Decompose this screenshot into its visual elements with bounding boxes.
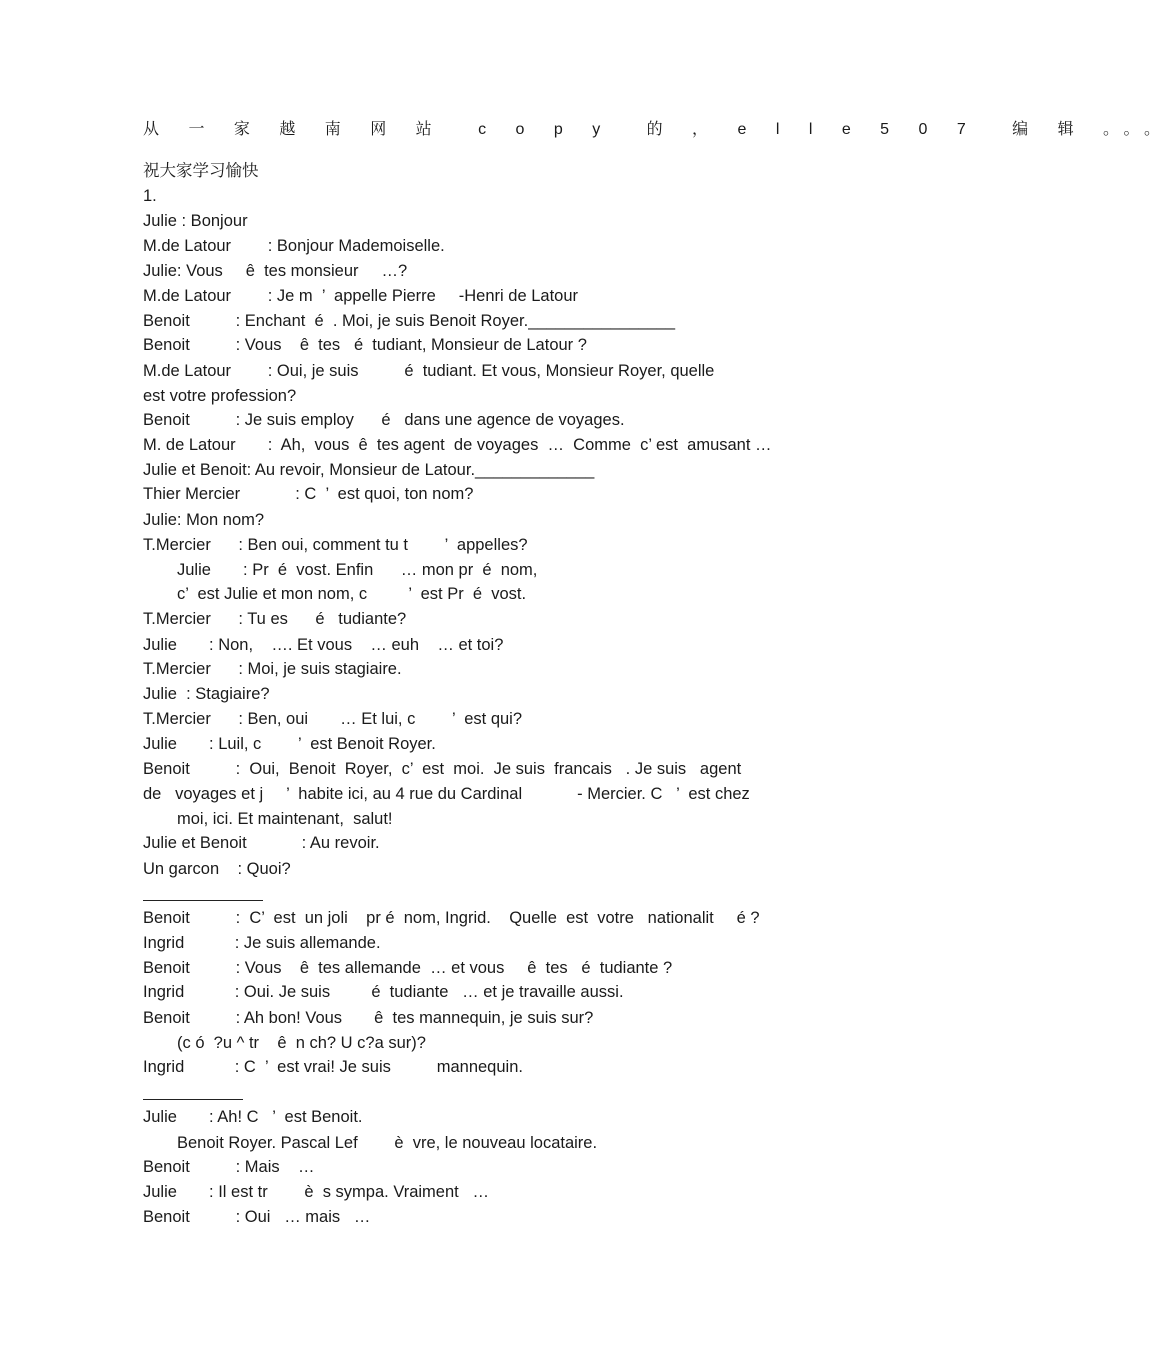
- dialogue-line: (c ó ?u ^ tr ê n ch? U c?a sur)?: [177, 1034, 426, 1052]
- separator-line: [143, 900, 263, 901]
- dialogue-line: moi, ici. Et maintenant, salut!: [177, 810, 393, 828]
- dialogue-line: Julie: Mon nom?: [143, 511, 265, 529]
- dialogue-line: Benoit Royer. Pascal Lef è vre, le nouveau locataire.: [177, 1134, 598, 1152]
- dialogue-line: Benoit : Enchant é . Moi, je suis Benoit Royer.________________: [143, 312, 676, 330]
- dialogue-line: Benoit : Ah bon! Vous ê tes mannequin, je suis sur?: [143, 1009, 594, 1027]
- dialogue-line: Julie : Il est tr è s sympa. Vraiment …: [143, 1183, 489, 1201]
- dialogue-line: de voyages et j ’ habite ici, au 4 rue du Cardinal - Mercier. C ’ est chez: [143, 785, 750, 803]
- dialogue-line: T.Mercier : Tu es é tudiante?: [143, 610, 407, 628]
- dialogue-line: M.de Latour : Je m ’ appelle Pierre -Henri de Latour: [143, 287, 579, 305]
- dialogue-line: Benoit : C’ est un joli pr é nom, Ingrid. Quelle est votre nationalit é ?: [143, 909, 760, 927]
- dialogue-line: Ingrid : Oui. Je suis é tudiante … et je travaille aussi.: [143, 983, 624, 1001]
- dialogue-line: Thier Mercier : C ’ est quoi, ton nom?: [143, 485, 474, 503]
- document-subtitle: 祝大家学习愉快: [143, 162, 259, 180]
- dialogue-line: Julie : Non, …. Et vous … euh … et toi?: [143, 636, 504, 654]
- dialogue-line: Benoit : Vous ê tes é tudiant, Monsieur de Latour ?: [143, 336, 587, 354]
- dialogue-line: Julie et Benoit : Au revoir.: [143, 834, 380, 852]
- separator-line: [143, 1099, 243, 1100]
- dialogue-line: Ingrid : Je suis allemande.: [143, 934, 381, 952]
- dialogue-line: Benoit : Vous ê tes allemande … et vous ê tes é tudiante ?: [143, 959, 673, 977]
- dialogue-line: Benoit : Mais …: [143, 1158, 315, 1176]
- dialogue-line: Julie: Vous ê tes monsieur …?: [143, 262, 408, 280]
- dialogue-line: M. de Latour : Ah, vous ê tes agent de voyages … Comme c’ est amusant …: [143, 436, 772, 454]
- dialogue-line: Un garcon : Quoi?: [143, 860, 291, 878]
- dialogue-line: T.Mercier : Moi, je suis stagiaire.: [143, 660, 402, 678]
- dialogue-line: Julie : Bonjour: [143, 212, 248, 230]
- dialogue-line: T.Mercier : Ben oui, comment tu t ’ appelles?: [143, 536, 528, 554]
- dialogue-line: Ingrid : C ’ est vrai! Je suis mannequin.: [143, 1058, 523, 1076]
- dialogue-line: Benoit : Je suis employ é dans une agence de voyages.: [143, 411, 625, 429]
- dialogue-line: M.de Latour : Oui, je suis é tudiant. Et vous, Monsieur Royer, quelle: [143, 362, 715, 380]
- dialogue-line: est votre profession?: [143, 387, 297, 405]
- dialogue-line: Benoit : Oui … mais …: [143, 1208, 371, 1226]
- dialogue-line: Julie : Luil, c ’ est Benoit Royer.: [143, 735, 436, 753]
- document-title: 从 一 家 越 南 网 站 c o p y 的 ， e l l e 5 0 7 编 辑 。。。: [143, 121, 1173, 138]
- dialogue-line: c’ est Julie et mon nom, c ’ est Pr é vost.: [177, 585, 527, 603]
- section-number: 1.: [143, 187, 157, 205]
- dialogue-line: M.de Latour : Bonjour Mademoiselle.: [143, 237, 445, 255]
- dialogue-line: Julie : Pr é vost. Enfin … mon pr é nom,: [177, 561, 538, 579]
- dialogue-line: Julie : Ah! C ’ est Benoit.: [143, 1108, 363, 1126]
- dialogue-line: Julie : Stagiaire?: [143, 685, 270, 703]
- dialogue-line: Benoit : Oui, Benoit Royer, c’ est moi. Je suis francais . Je suis agent: [143, 760, 742, 778]
- dialogue-line: Julie et Benoit: Au revoir, Monsieur de Latour._____________: [143, 461, 595, 479]
- dialogue-line: T.Mercier : Ben, oui … Et lui, c ’ est qui?: [143, 710, 523, 728]
